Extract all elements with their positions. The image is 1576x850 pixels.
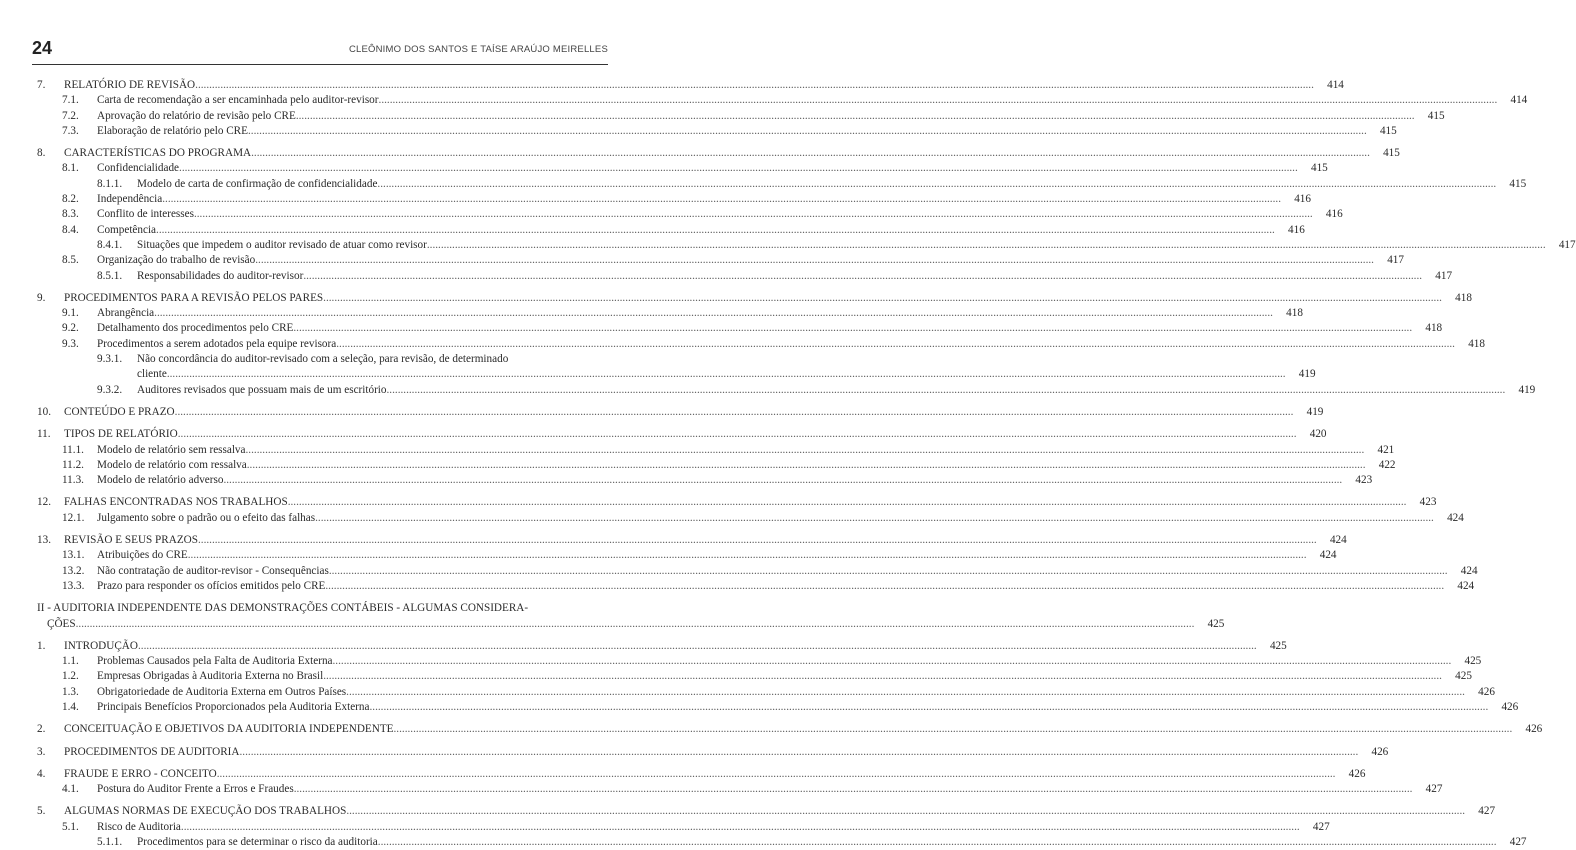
toc-dot-leader: ................................................................................................................................................................................................................................................................................................................................................................................................................: [195, 79, 1314, 91]
toc-entry-page: 419: [1518, 383, 1536, 396]
toc-entry-number: 8.3.: [62, 208, 79, 221]
toc-entry-title: Empresas Obrigadas à Auditoria Externa no Brasil: [97, 670, 324, 683]
toc-entry: [37, 337, 1485, 352]
toc-entry-page: 416: [1294, 193, 1311, 206]
toc-entry-page: 423: [1419, 496, 1437, 509]
toc-entry-page: 417: [1387, 254, 1404, 267]
toc-dot-leader: ................................................................................................................................................................................................................................................................................................................................................................................................................: [246, 458, 1366, 471]
toc-entry-number: 11.3.: [62, 474, 84, 487]
toc-entry-page: 426: [1525, 723, 1543, 736]
toc-entry-page: 424: [1319, 549, 1337, 562]
table-of-contents: [37, 78, 1576, 850]
toc-entry-title: Responsabilidades do auditor-revisor: [137, 269, 304, 282]
toc-dot-leader: ................................................................................................................................................................................................................................................................................................................................................................................................................: [180, 820, 1300, 833]
toc-entry: [37, 511, 1464, 526]
toc-entry-number: 11.1.: [62, 443, 84, 456]
toc-entry-title: cliente: [137, 368, 167, 381]
toc-entry-title: CARACTERÍSTICAS DO PROGRAMA: [64, 147, 252, 160]
toc-entry-title: Julgamento sobre o padrão ou o efeito das falhas: [97, 511, 316, 524]
toc-entry-number: 8.1.1.: [97, 177, 123, 190]
toc-entry: [37, 820, 1330, 835]
toc-entry-page: 418: [1286, 307, 1303, 320]
toc-entry-title: II - AUDITORIA INDEPENDENTE DAS DEMONSTRAÇÕES CONTÁBEIS - ALGUMAS CONSIDERA-: [37, 602, 529, 615]
toc-entry-title: Modelo de carta de confirmação de confidencialidade: [137, 177, 378, 190]
toc-entry-title: FRAUDE E ERRO - CONCEITO: [64, 767, 217, 780]
toc-entry-number: 5.1.: [62, 820, 79, 833]
toc-entry-page: 415: [1509, 177, 1527, 190]
toc-entry: [37, 669, 1472, 684]
toc-entry-title: Modelo de relatório com ressalva: [97, 458, 247, 471]
toc-entry: [37, 223, 1305, 238]
toc-dot-leader: ................................................................................................................................................................................................................................................................................................................................................................................................................: [323, 670, 1442, 683]
toc-entry: [37, 473, 1373, 488]
toc-entry-title: Detalhamento dos procedimentos pelo CRE: [97, 322, 294, 335]
toc-entry-number: 9.1.: [62, 307, 79, 320]
toc-entry-page: 416: [1288, 223, 1305, 236]
toc-entry-number: 11.: [37, 428, 51, 441]
toc-entry: [37, 383, 1536, 398]
toc-entry-number: 1.3.: [62, 685, 79, 698]
toc-dot-leader: ................................................................................................................................................................................................................................................................................................................................................................................................................: [393, 723, 1513, 736]
toc-dot-leader: ................................................................................................................................................................................................................................................................................................................................................................................................................: [426, 238, 1546, 251]
toc-entry: [37, 192, 1311, 207]
toc-entry: [37, 835, 1527, 850]
toc-entry-number: 8.2.: [62, 193, 79, 206]
toc-entry-page: 427: [1425, 783, 1443, 796]
toc-entry: [37, 617, 1225, 632]
toc-entry-page: 427: [1312, 820, 1330, 833]
toc-entry-page: 426: [1348, 767, 1366, 780]
toc-entry-title: Não concordância do auditor-revisado com a seleção, para revisão, de determinado: [137, 353, 509, 366]
toc-entry-title: Modelo de relatório adverso: [97, 474, 224, 487]
toc-entry-page: 417: [1558, 238, 1576, 251]
toc-entry-title: Competência: [97, 223, 157, 236]
toc-entry-page: 423: [1355, 474, 1373, 487]
toc-entry: [37, 78, 1344, 93]
toc-entry-number: 1.: [37, 639, 46, 652]
toc-entry-title: REVISÃO E SEUS PRAZOS: [64, 534, 198, 547]
toc-dot-leader: ................................................................................................................................................................................................................................................................................................................................................................................................................: [325, 579, 1445, 592]
toc-entry-number: 8.4.: [62, 223, 79, 236]
toc-entry-page: 426: [1371, 745, 1389, 758]
toc-dot-leader: ................................................................................................................................................................................................................................................................................................................................................................................................................: [346, 685, 1465, 698]
toc-dot-leader: ................................................................................................................................................................................................................................................................................................................................................................................................................: [287, 496, 1407, 509]
toc-dot-leader: ................................................................................................................................................................................................................................................................................................................................................................................................................: [377, 836, 1497, 849]
toc-entry-page: 421: [1377, 443, 1395, 456]
toc-dot-leader: ................................................................................................................................................................................................................................................................................................................................................................................................................: [315, 511, 1434, 524]
toc-entry-page: 419: [1298, 368, 1316, 381]
toc-entry-page: 419: [1306, 405, 1324, 418]
toc-entry-number: 13.: [37, 534, 51, 547]
toc-entry: [37, 291, 1472, 306]
toc-entry: [37, 601, 579, 616]
toc-entry-number: 2.: [37, 723, 46, 736]
header-rule: [32, 64, 608, 65]
toc-entry-title: Modelo de relatório sem ressalva: [97, 443, 246, 456]
toc-entry-title: Abrangência: [97, 307, 155, 320]
toc-dot-leader: ................................................................................................................................................................................................................................................................................................................................................................................................................: [293, 783, 1413, 796]
toc-entry-number: 8.4.1.: [97, 238, 123, 251]
toc-entry-number: 13.2.: [62, 564, 85, 577]
toc-entry: [37, 782, 1443, 797]
toc-dot-leader: ................................................................................................................................................................................................................................................................................................................................................................................................................: [166, 368, 1286, 381]
toc-entry-title: PROCEDIMENTOS DE AUDITORIA: [64, 745, 240, 758]
toc-entry-number: 9.: [37, 291, 46, 304]
toc-entry-page: 418: [1425, 322, 1443, 335]
toc-entry-title: TIPOS DE RELATÓRIO: [64, 428, 178, 441]
toc-entry-number: 13.1.: [62, 549, 85, 562]
toc-entry: [37, 579, 1475, 594]
toc-entry-number: 4.: [37, 767, 46, 780]
toc-entry-page: 415: [1310, 162, 1328, 175]
toc-entry-page: 427: [1478, 805, 1496, 818]
toc-entry-number: 10.: [37, 405, 51, 418]
toc-entry-title: Procedimentos para se determinar o risco da auditoria: [137, 836, 378, 849]
toc-entry-number: 3.: [37, 745, 46, 758]
toc-dot-leader: ................................................................................................................................................................................................................................................................................................................................................................................................................: [154, 307, 1273, 320]
toc-entry-title: CONTEÚDO E PRAZO: [64, 405, 175, 418]
toc-dot-leader: ................................................................................................................................................................................................................................................................................................................................................................................................................: [378, 94, 1498, 107]
toc-dot-leader: ................................................................................................................................................................................................................................................................................................................................................................................................................: [303, 269, 1423, 282]
toc-dot-leader: ................................................................................................................................................................................................................................................................................................................................................................................................................: [336, 337, 1455, 350]
toc-entry-page: 425: [1207, 617, 1225, 630]
toc-entry: [37, 352, 579, 367]
toc-entry: [37, 321, 1443, 336]
toc-entry-page: 422: [1378, 458, 1396, 471]
toc-entry-page: 415: [1383, 147, 1400, 160]
toc-entry-number: 1.4.: [62, 700, 79, 713]
toc-entry: [37, 238, 1576, 253]
toc-entry-title: INTRODUÇÃO: [64, 639, 138, 652]
toc-entry-page: 427: [1509, 836, 1527, 849]
toc-entry-number: 13.3.: [62, 579, 85, 592]
toc-entry-page: 420: [1309, 428, 1327, 441]
toc-entry-number: 7.: [37, 79, 46, 91]
toc-dot-leader: ................................................................................................................................................................................................................................................................................................................................................................................................................: [245, 443, 1365, 456]
toc-entry-page: 424: [1460, 564, 1478, 577]
toc-entry-number: 7.3.: [62, 124, 79, 137]
toc-entry: [37, 745, 1389, 760]
toc-entry-number: 9.3.: [62, 337, 79, 350]
toc-entry-number: 9.3.1.: [97, 353, 123, 366]
toc-dot-leader: ................................................................................................................................................................................................................................................................................................................................................................................................................: [255, 254, 1374, 267]
toc-dot-leader: ................................................................................................................................................................................................................................................................................................................................................................................................................: [369, 700, 1489, 713]
toc-entry: [37, 427, 1327, 442]
toc-entry-title: Carta de recomendação a ser encaminhada pelo auditor-revisor: [97, 94, 379, 107]
toc-entry-page: 415: [1427, 109, 1445, 122]
toc-entry-page: 418: [1468, 337, 1485, 350]
toc-dot-leader: ................................................................................................................................................................................................................................................................................................................................................................................................................: [328, 564, 1448, 577]
page-number: 24: [32, 38, 53, 58]
toc-entry: [37, 639, 1287, 654]
toc-entry: [37, 458, 1396, 473]
toc-entry-title: Confidencialidade: [97, 162, 180, 175]
toc-entry: [37, 207, 1343, 222]
toc-entry-number: 1.1.: [62, 655, 79, 668]
toc-entry-title: Principais Benefícios Proporcionados pela Auditoria Externa: [97, 700, 370, 713]
toc-entry-page: 424: [1329, 534, 1347, 547]
toc-entry: [37, 124, 1397, 139]
toc-entry: [37, 700, 1519, 715]
toc-entry: [37, 654, 1482, 669]
toc-entry-page: 416: [1325, 208, 1343, 221]
toc-entry: [37, 443, 1395, 458]
toc-dot-leader: ................................................................................................................................................................................................................................................................................................................................................................................................................: [162, 193, 1281, 206]
toc-entry: [37, 533, 1347, 548]
toc-entry: [37, 253, 1404, 268]
toc-dot-leader: ................................................................................................................................................................................................................................................................................................................................................................................................................: [247, 124, 1367, 137]
toc-dot-leader: ................................................................................................................................................................................................................................................................................................................................................................................................................: [293, 322, 1413, 335]
toc-entry: [37, 564, 1478, 579]
toc-entry-title: CONCEITUAÇÃO E OBJETIVOS DA AUDITORIA INDEPENDENTE: [64, 723, 394, 736]
toc-dot-leader: ................................................................................................................................................................................................................................................................................................................................................................................................................: [346, 805, 1466, 818]
toc-entry-number: 12.: [37, 496, 51, 509]
toc-entry: [37, 495, 1437, 510]
toc-entry: [37, 685, 1495, 700]
toc-dot-leader: ................................................................................................................................................................................................................................................................................................................................................................................................................: [323, 291, 1442, 304]
toc-entry: [37, 367, 1316, 382]
toc-entry-page: 414: [1510, 94, 1528, 107]
toc-dot-leader: ................................................................................................................................................................................................................................................................................................................................................................................................................: [251, 147, 1370, 160]
toc-dot-leader: ................................................................................................................................................................................................................................................................................................................................................................................................................: [332, 655, 1452, 668]
toc-entry-page: 415: [1379, 124, 1397, 137]
toc-entry-title: ÇÕES: [47, 617, 76, 630]
toc-entry-number: 11.2.: [62, 458, 84, 471]
toc-entry-title: Atribuições do CRE: [97, 549, 188, 562]
toc-entry-title: Prazo para responder os ofícios emitidos pelo CRE: [97, 579, 326, 592]
toc-entry-page: 425: [1269, 639, 1287, 652]
toc-entry-number: 5.: [37, 805, 46, 818]
toc-entry: [37, 109, 1445, 124]
toc-dot-leader: ................................................................................................................................................................................................................................................................................................................................................................................................................: [174, 405, 1294, 418]
toc-entry: [37, 767, 1366, 782]
toc-entry-title: Situações que impedem o auditor revisado de atuar como revisor: [137, 238, 427, 251]
toc-entry-title: Risco de Auditoria: [97, 820, 181, 833]
toc-entry: [37, 177, 1527, 192]
toc-entry: [37, 306, 1303, 321]
toc-entry-number: 7.1.: [62, 94, 79, 107]
toc-dot-leader: ................................................................................................................................................................................................................................................................................................................................................................................................................: [223, 474, 1343, 487]
toc-entry-title: Procedimentos a serem adotados pela equipe revisora: [97, 337, 337, 350]
toc-entry: [37, 804, 1496, 819]
toc-entry-page: 417: [1435, 269, 1453, 282]
toc-entry-title: ALGUMAS NORMAS DE EXECUÇÃO DOS TRABALHOS: [64, 805, 347, 818]
toc-entry-page: 426: [1501, 700, 1519, 713]
toc-dot-leader: ................................................................................................................................................................................................................................................................................................................................................................................................................: [216, 767, 1336, 780]
toc-entry-title: Obrigatoriedade de Auditoria Externa em Outros Países: [97, 685, 347, 698]
toc-entry-page: 424: [1447, 511, 1464, 524]
toc-entry-title: Problemas Causados pela Falta de Auditoria Externa: [97, 655, 333, 668]
toc-entry-number: 8.1.: [62, 162, 79, 175]
toc-entry-number: 8.: [37, 147, 46, 160]
toc-dot-leader: ................................................................................................................................................................................................................................................................................................................................................................................................................: [156, 223, 1275, 236]
toc-entry-page: 424: [1457, 579, 1475, 592]
toc-entry-number: 7.2.: [62, 109, 79, 122]
toc-entry-title: Elaboração de relatório pelo CRE: [97, 124, 248, 137]
toc-entry-number: 8.5.1.: [97, 269, 123, 282]
toc-entry-page: 426: [1478, 685, 1495, 698]
toc-entry-title: FALHAS ENCONTRADAS NOS TRABALHOS: [64, 496, 288, 509]
toc-dot-leader: ................................................................................................................................................................................................................................................................................................................................................................................................................: [377, 177, 1497, 190]
toc-entry-title: Independência: [97, 193, 163, 206]
toc-entry-number: 12.1.: [62, 511, 85, 524]
toc-entry-title: Organização do trabalho de revisão: [97, 254, 256, 267]
toc-entry-number: 1.2.: [62, 670, 79, 683]
toc-dot-leader: ................................................................................................................................................................................................................................................................................................................................................................................................................: [239, 745, 1359, 758]
toc-entry-title: Não contratação de auditor-revisor - Consequências: [97, 564, 329, 577]
toc-entry-title: PROCEDIMENTOS PARA A REVISÃO PELOS PARES: [64, 291, 324, 304]
toc-entry-number: 9.2.: [62, 322, 79, 335]
toc-dot-leader: ................................................................................................................................................................................................................................................................................................................................................................................................................: [193, 208, 1313, 221]
toc-dot-leader: ................................................................................................................................................................................................................................................................................................................................................................................................................: [197, 534, 1317, 547]
toc-entry-number: 8.5.: [62, 254, 79, 267]
toc-entry-number: 5.1.1.: [97, 836, 123, 849]
toc-entry-page: 425: [1455, 670, 1472, 683]
toc-entry-number: 9.3.2.: [97, 383, 123, 396]
toc-dot-leader: ................................................................................................................................................................................................................................................................................................................................................................................................................: [75, 617, 1195, 630]
toc-dot-leader: ................................................................................................................................................................................................................................................................................................................................................................................................................: [177, 428, 1297, 441]
toc-entry-page: 414: [1327, 79, 1344, 91]
toc-entry: [37, 161, 1328, 176]
toc-entry-title: Auditores revisados que possuam mais de um escritório: [137, 383, 387, 396]
toc-entry: [37, 722, 1543, 737]
page-header: [32, 38, 608, 62]
toc-dot-leader: ................................................................................................................................................................................................................................................................................................................................................................................................................: [137, 639, 1257, 652]
toc-entry: [37, 269, 1453, 284]
toc-entry-page: 425: [1464, 655, 1482, 668]
toc-entry-title: Conflito de interesses: [97, 208, 194, 221]
toc-entry-page: 418: [1455, 291, 1472, 304]
toc-entry: [37, 548, 1337, 563]
toc-entry-title: Aprovação do relatório de revisão pelo CRE: [97, 109, 296, 122]
toc-dot-leader: ................................................................................................................................................................................................................................................................................................................................................................................................................: [187, 549, 1307, 562]
toc-entry-title: RELATÓRIO DE REVISÃO: [64, 79, 196, 91]
toc-dot-leader: ................................................................................................................................................................................................................................................................................................................................................................................................................: [295, 109, 1415, 122]
running-head: CLEÔNIMO DOS SANTOS E TAÍSE ARAÚJO MEIRELLES: [348, 44, 608, 55]
toc-entry-title: Postura do Auditor Frente a Erros e Fraudes: [97, 783, 294, 796]
toc-dot-leader: ................................................................................................................................................................................................................................................................................................................................................................................................................: [179, 162, 1298, 175]
toc-dot-leader: ................................................................................................................................................................................................................................................................................................................................................................................................................: [386, 383, 1506, 396]
toc-entry-number: 4.1.: [62, 783, 79, 796]
toc-entry: [37, 93, 1528, 108]
toc-entry: [37, 405, 1324, 420]
toc-entry: [37, 146, 1400, 161]
